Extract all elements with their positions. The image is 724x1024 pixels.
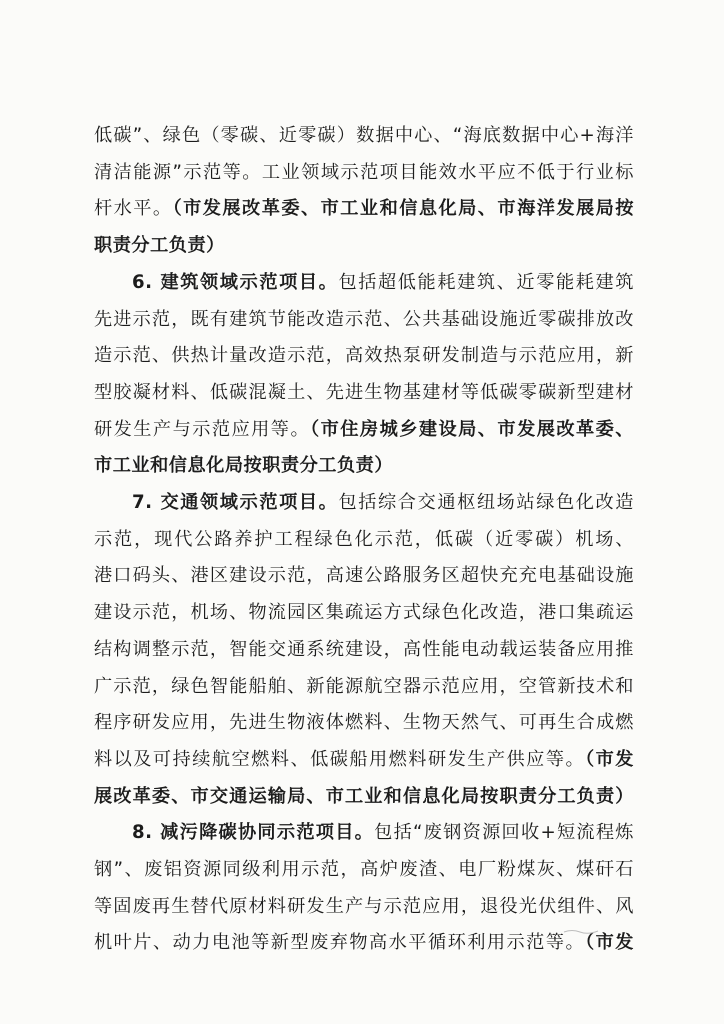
- text-segment: 低碳”、绿色（零碳、近零碳）数据中心、“海底数据中心+海洋: [94, 125, 634, 146]
- text-segment: 广示范，绿色智能船舶、新能源航空器示范应用，空管新技术和: [94, 675, 634, 697]
- bold-text-segment: 展改革委、市交通运输局、市工业和信息化局按职责分工负责）: [94, 785, 634, 807]
- text-line: [94, 669, 634, 705]
- text-line: [94, 412, 634, 448]
- text-segment: 示范，现代公路养护工程绿色化示范，低碳（近零碳）机场、: [94, 528, 634, 550]
- scan-smudge-mark: [562, 926, 602, 936]
- text-line: [94, 522, 634, 558]
- text-line: [94, 118, 634, 154]
- text-segment: 等固废再生替代原材料研发生产与示范应用，退役光伏组件、风: [94, 895, 634, 917]
- text-line: [94, 889, 634, 925]
- text-segment: 包括综合交通枢纽场站绿色化改造: [338, 492, 634, 513]
- text-line: [132, 265, 634, 301]
- text-segment: 造示范、供热计量改造示范，高效热泵研发制造与示范应用，新: [94, 345, 634, 367]
- text-segment: 杆水平。: [94, 198, 173, 220]
- text-segment: 包括超低能耗建筑、近零能耗建筑: [338, 271, 634, 293]
- text-line: [132, 485, 634, 521]
- text-line: [94, 448, 634, 484]
- text-segment: 研发生产与示范应用等。: [94, 418, 311, 440]
- text-segment: 机叶片、动力电池等新型废弃物高水平循环利用示范等。: [94, 932, 586, 954]
- text-line: [94, 191, 634, 227]
- bold-text-segment: （市发: [585, 932, 634, 954]
- text-line: [94, 595, 634, 631]
- text-line: [94, 155, 634, 191]
- text-line: [94, 375, 634, 411]
- text-segment: 港口码头、港区建设示范，高速公路服务区超快充充电基础设施: [94, 565, 634, 587]
- text-segment: 结构调整示范，智能交通系统建设，高性能电动载运装备应用推: [94, 638, 634, 660]
- bold-text-segment: 7. 交通领域示范项目。: [132, 492, 339, 513]
- bold-text-segment: （市发展改革委、市工业和信息化局、市海洋发展局按: [172, 198, 634, 220]
- bold-text-segment: （市住房城乡建设局、市发展改革委、: [310, 418, 634, 440]
- text-line: [132, 815, 634, 851]
- text-segment: 包括“废钢资源回收+短流程炼: [374, 822, 634, 844]
- text-line: [94, 705, 634, 741]
- text-line: [94, 779, 634, 815]
- text-line: [94, 632, 634, 668]
- text-segment: 型胶凝材料、低碳混凝土、先进生物基建材等低碳零碳新型建材: [94, 381, 634, 403]
- text-line: [94, 925, 634, 961]
- text-line: [94, 558, 634, 594]
- text-segment: 料以及可持续航空燃料、低碳船用燃料研发生产供应等。: [94, 748, 586, 770]
- bold-text-segment: 市工业和信息化局按职责分工负责）: [94, 455, 394, 477]
- text-segment: 钢”、废铝资源同级利用示范，高炉废渣、电厂粉煤灰、煤矸石: [94, 859, 634, 880]
- text-segment: 先进示范，既有建筑节能改造示范、公共基础设施近零碳排放改: [94, 308, 634, 330]
- text-line: [94, 338, 634, 374]
- text-segment: 程序研发应用，先进生物液体燃料、生物天然气、可再生合成燃: [94, 712, 634, 734]
- text-line: [94, 228, 634, 264]
- text-segment: 清洁能源”示范等。工业领域示范项目能效水平应不低于行业标: [94, 161, 634, 183]
- bold-text-segment: 6. 建筑领域示范项目。: [132, 271, 339, 293]
- bold-text-segment: 8. 减污降碳协同示范项目。: [132, 822, 375, 844]
- text-segment: 建设示范，机场、物流园区集疏运方式绿色化改造，港口集疏运: [94, 602, 634, 624]
- bold-text-segment: （市发: [585, 748, 634, 770]
- text-line: [94, 742, 634, 778]
- text-line: [94, 302, 634, 338]
- bold-text-segment: 职责分工负责）: [94, 235, 225, 257]
- text-line: [94, 852, 634, 888]
